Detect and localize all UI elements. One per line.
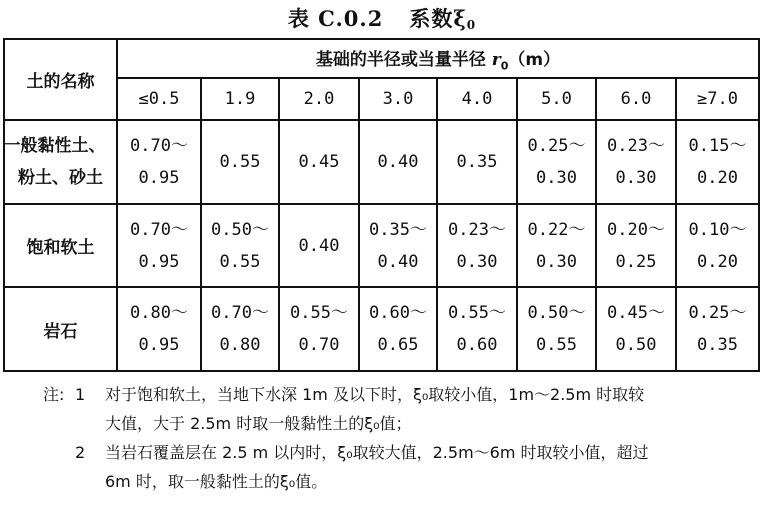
value-line: 0.35～ [369,219,427,240]
radius-header-text: 基础的半径或当量半径 [315,49,492,70]
coefficient-cell [676,287,759,371]
value-line: 0.40 [377,251,419,272]
value-line: 0.95 [138,168,180,188]
value-line: 0.50～ [527,303,586,323]
value-line: 0.30 [456,251,498,272]
value-line: 0.30 [615,168,657,188]
table-name: 系数ξ [409,6,467,31]
note-text: 大值，大于 2.5m 时取一般黏性土的ξ₀值； [105,414,412,433]
coefficient-cell [517,287,596,371]
soil-name-cell: 饱和软土 [4,204,117,287]
value-line: 0.20 [697,251,738,272]
value-line: 0.25～ [688,303,747,323]
radius-col-header: ≤0.5 [117,78,201,120]
radius-col-header: 5.0 [517,78,596,120]
coefficient-cell [437,204,517,287]
radius-col-header: 1.9 [201,78,279,120]
note-number: 2 [75,443,86,462]
table-title [0,3,764,33]
value-line: 0.23～ [607,136,665,156]
coefficient-cell [676,204,759,287]
note-line [0,409,764,438]
soil-name-cell: 岩石 [4,287,117,371]
radius-col-header: 3.0 [359,78,437,120]
value-line: 0.45 [298,152,340,172]
note-text: 对于饱和软土，当地下水深 1m 及以下时，ξ₀取较小值，1m～2.5m 时取较 [105,385,645,404]
coefficient-cell [359,204,437,287]
soil-name-header: 土的名称 [4,39,117,120]
coefficient-cell [596,120,676,204]
table-name-subscript: 0 [466,18,477,32]
coefficient-cell [437,120,517,204]
value-line: 0.35 [697,335,738,355]
value-line: 0.80～ [130,303,188,323]
value-line: 0.15～ [688,136,747,156]
note-text: 6m 时，取一般黏性土的ξ₀值。 [105,472,328,491]
coefficient-cell [117,120,201,204]
coefficient-cell [596,287,676,371]
soil-name-line: 一般黏性土、 [3,136,106,156]
value-line: 0.22～ [527,219,586,240]
value-line: 0.25～ [527,136,586,156]
value-line: 0.70～ [211,303,269,323]
coefficient-cell [437,287,517,371]
value-line: 0.80 [219,335,261,355]
coefficient-cell [279,287,359,371]
value-line: 0.30 [536,168,577,188]
radius-col-header: 4.0 [437,78,517,120]
coefficient-cell [201,120,279,204]
radius-col-header: 2.0 [279,78,359,120]
radius-unit: （m） [508,49,561,70]
coefficient-cell [359,287,437,371]
table-row [4,204,759,287]
coefficient-cell [117,204,201,287]
coefficient-cell [201,287,279,371]
value-line: 0.23～ [448,219,506,240]
note-line [0,467,764,496]
value-line: 0.50 [615,335,657,355]
value-line: 0.50～ [211,219,269,240]
value-line: 0.40 [377,152,419,172]
value-line: 0.45～ [607,303,665,323]
value-line: 0.60 [456,335,498,355]
coefficient-cell [596,204,676,287]
value-line: 0.30 [536,251,577,272]
value-line: 0.70 [298,335,340,355]
coefficient-cell [517,120,596,204]
note-number: 1 [75,385,86,404]
radius-col-header: 6.0 [596,78,676,120]
radius-col-header: ≥7.0 [676,78,759,120]
coefficient-cell [359,120,437,204]
value-line: 0.20～ [607,219,665,240]
radius-group-header [117,39,759,78]
value-line: 0.25 [615,251,657,272]
table-number: 表 C.0.2 [287,6,384,31]
coefficient-cell [279,204,359,287]
value-line: 0.60～ [369,303,427,323]
notes-label: 注: [43,385,65,404]
coefficient-table [3,38,760,372]
radius-symbol: r [491,49,501,70]
soil-name-line: 粉土、砂土 [18,168,103,188]
coefficient-cell [517,204,596,287]
value-line: 0.35 [456,152,498,172]
coefficient-cell [279,120,359,204]
note-line [0,380,764,409]
value-line: 0.55 [219,152,261,172]
value-line: 0.20 [697,168,738,188]
value-line: 0.70～ [130,219,188,240]
value-line: 0.55 [536,335,577,355]
value-line: 0.70～ [130,136,188,156]
table-row [4,287,759,371]
table-row [4,120,759,204]
soil-name-cell [4,120,117,204]
value-line: 0.95 [138,251,180,272]
coefficient-cell [676,120,759,204]
value-line: 0.55 [219,251,261,272]
note-line [0,438,764,467]
value-line: 0.65 [377,335,419,355]
coefficient-cell [117,287,201,371]
value-line: 0.10～ [688,219,747,240]
radius-symbol-subscript: 0 [500,59,509,73]
value-line: 0.95 [138,335,180,355]
value-line: 0.40 [298,235,340,256]
value-line: 0.55～ [290,303,348,323]
note-text: 当岩石覆盖层在 2.5 m 以内时，ξ₀取较大值，2.5m～6m 时取较小值，超过 [105,443,649,462]
coefficient-cell [201,204,279,287]
value-line: 0.55～ [448,303,506,323]
